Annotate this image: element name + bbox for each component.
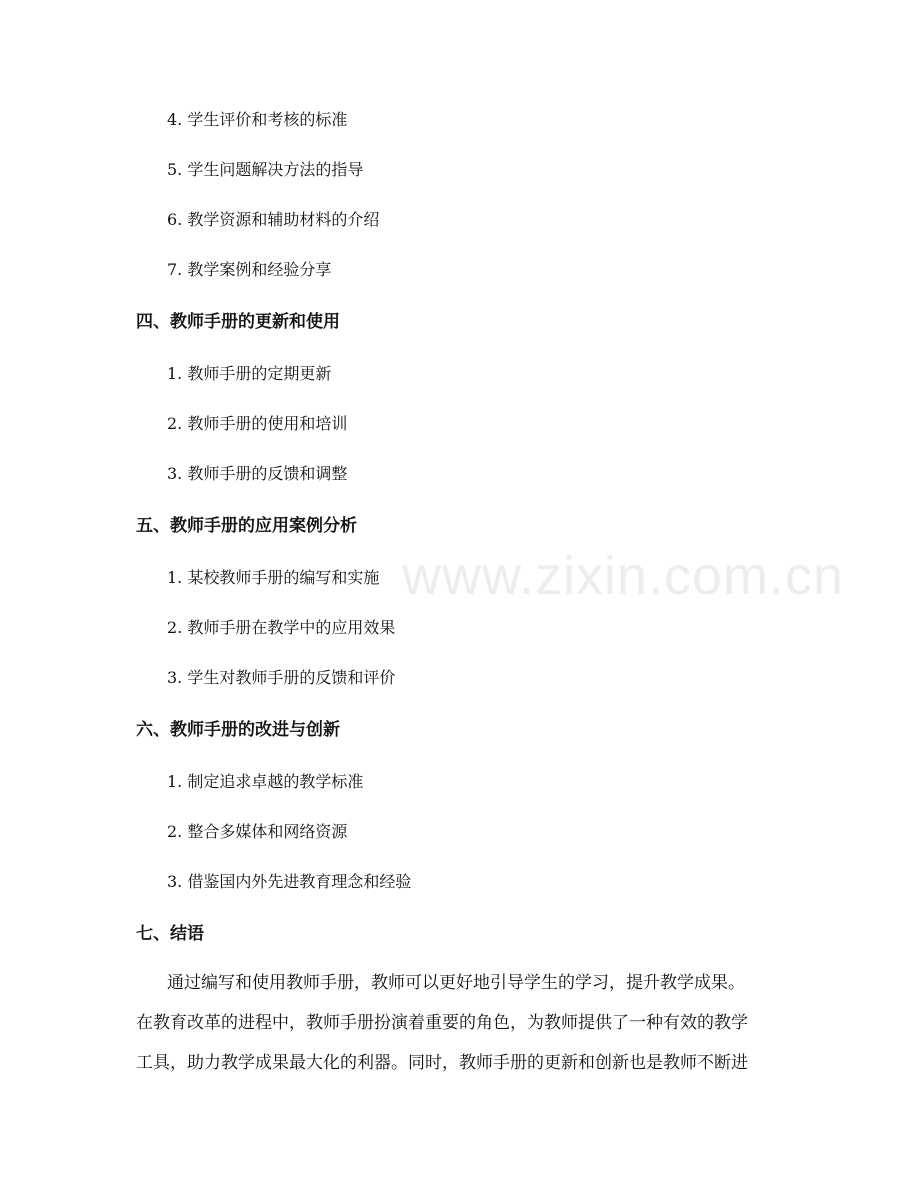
list-item: 2. 教师手册的使用和培训 xyxy=(167,414,348,433)
list-item: 3. 学生对教师手册的反馈和评价 xyxy=(167,668,396,687)
list-item: 1. 制定追求卓越的教学标准 xyxy=(167,772,364,791)
watermark: www.zixin.com.cn xyxy=(402,546,845,606)
section-heading: 四、教师手册的更新和使用 xyxy=(136,312,340,332)
list-item: 6. 教学资源和辅助材料的介绍 xyxy=(167,210,380,229)
list-item: 5. 学生问题解决方法的指导 xyxy=(167,160,364,179)
list-item: 2. 整合多媒体和网络资源 xyxy=(167,822,348,841)
section-heading: 五、教师手册的应用案例分析 xyxy=(136,516,357,536)
paragraph-line: 通过编写和使用教师手册，教师可以更好地引导学生的学习，提升教学成果。 xyxy=(167,973,745,993)
paragraph-line: 在教育改革的进程中，教师手册扮演着重要的角色，为教师提供了一种有效的教学 xyxy=(136,1013,748,1033)
list-item: 4. 学生评价和考核的标准 xyxy=(167,110,348,129)
paragraph-line: 工具，助力教学成果最大化的利器。同时，教师手册的更新和创新也是教师不断进 xyxy=(136,1053,748,1073)
section-heading: 七、结语 xyxy=(136,924,204,944)
section-heading: 六、教师手册的改进与创新 xyxy=(136,720,340,740)
list-item: 2. 教师手册在教学中的应用效果 xyxy=(167,618,396,637)
list-item: 3. 教师手册的反馈和调整 xyxy=(167,464,348,483)
list-item: 1. 教师手册的定期更新 xyxy=(167,364,332,383)
list-item: 1. 某校教师手册的编写和实施 xyxy=(167,568,380,587)
list-item: 3. 借鉴国内外先进教育理念和经验 xyxy=(167,872,412,891)
list-item: 7. 教学案例和经验分享 xyxy=(167,260,332,279)
